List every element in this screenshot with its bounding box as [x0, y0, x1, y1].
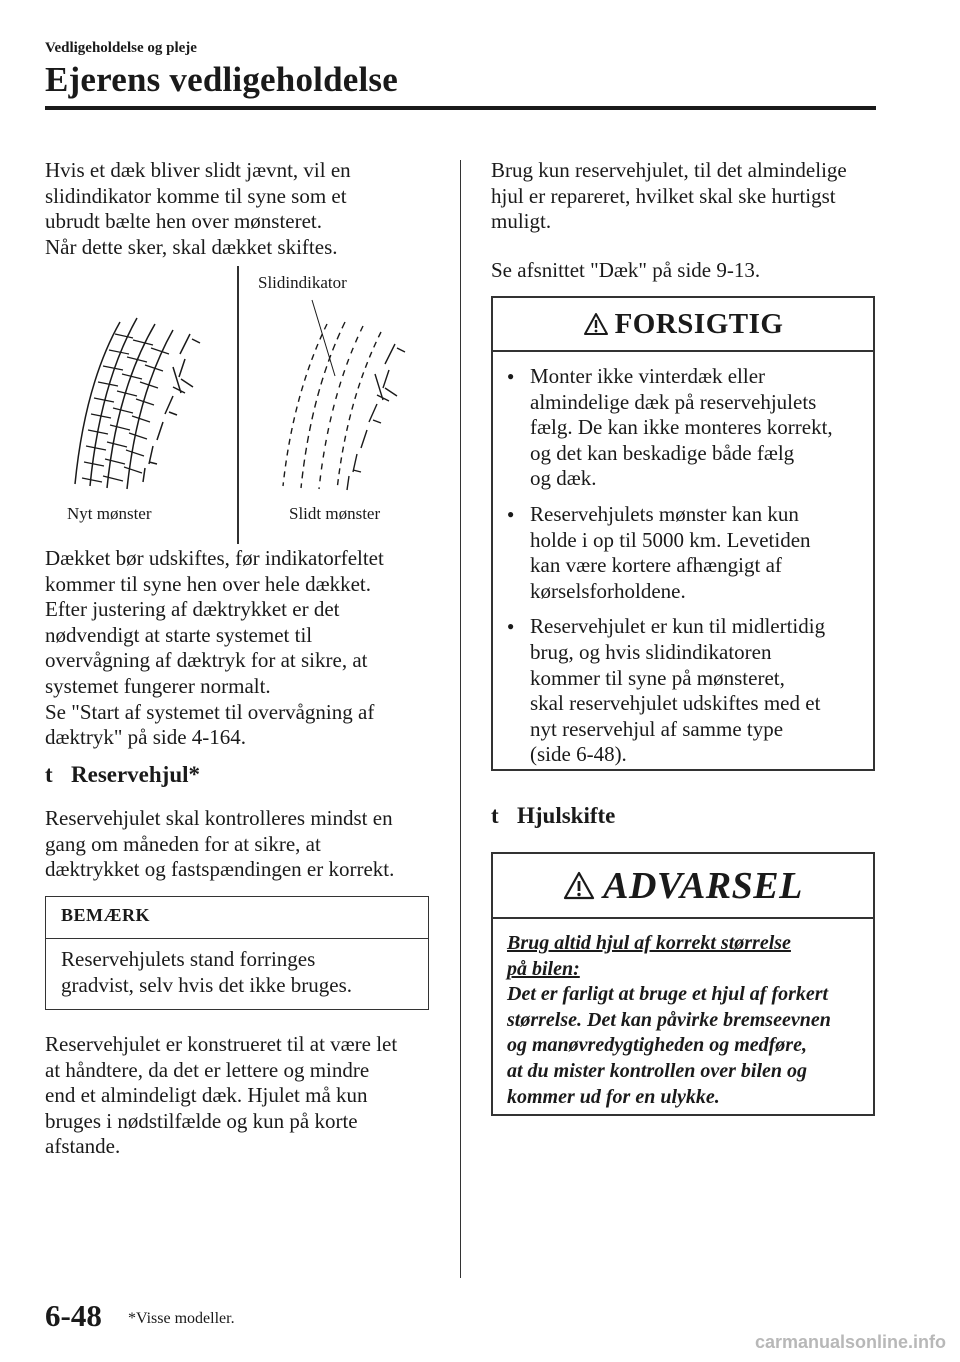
warning-title: ADVARSEL [603, 864, 803, 907]
spare-intro-paragraph: Reservehjulet skal kontrolleres mindst en gang om måneden for at sikre, at dæktrykket og fastspændingen er korrekt. [45, 806, 395, 882]
warning-triangle-icon [583, 312, 609, 336]
spare-wheel-heading: t Reservehjul* [45, 762, 201, 787]
label-slidindikator: Slidindikator [258, 273, 347, 292]
heading-bullet: t [491, 803, 499, 828]
section-label: Vedligeholdelse og pleje [45, 40, 197, 56]
wheel-change-heading: t Hjulskifte [491, 803, 616, 828]
footnote: *Visse modeller. [128, 1310, 235, 1327]
note-box [45, 896, 429, 1010]
heading-bullet: t [45, 762, 53, 787]
tread-illustration [45, 264, 460, 546]
caution-item: ● Reservehjulet er kun til midlertidig brug, og hvis slidindikatoren kommer til syne på mønsteret, skal reservehjulet udskiftes med et nyt reservehjul af samme type (side 6-48). [507, 614, 861, 768]
warning-body: Brug altid hjul af korrekt størrelse på bilen: Det er farligt at bruge et hjul af forkert størrelse. Det kan påvirke bremseevnen og manøvredygtigheden og medføre, at du mister kontrollen over bilen og kommer ud for en ulykke. [507, 932, 831, 1108]
caution-header [493, 298, 873, 352]
tread-intro-paragraph: Hvis et dæk bliver slidt jævnt, vil en slidindikator komme til syne som et ubrudt bælte hen over mønsteret. Når dette sker, skal dækket skiftes. [45, 158, 351, 259]
watermark: carmanualsonline.info [754, 1332, 946, 1352]
chapter-title: Ejerens vedligeholdelse [45, 60, 398, 99]
tread-wear-figure [45, 264, 460, 546]
caution-title: FORSIGTIG [614, 307, 784, 340]
warning-box [491, 852, 875, 1116]
spare-usage-paragraph: Brug kun reservehjulet, til det almindelige hjul er repareret, hvilket skal ske hurtigst muligt. [491, 158, 847, 234]
column-divider [460, 160, 461, 1278]
tread-body-paragraph: Dækket bør udskiftes, før indikatorfeltet kommer til syne hen over hele dækket. Efter justering af dæktrykket er det nødvendigt at starte systemet til overvågning af dæktryk for at sikre, at systemet fungerer normalt. Se "Start af systemet til overvågning af dæktryk" på side 4-164. [45, 546, 384, 750]
note-body: Reservehjulets stand forringes gradvist, selv hvis det ikke bruges. [61, 947, 353, 997]
warning-header [493, 854, 873, 919]
title-rule [45, 106, 876, 110]
caution-list [493, 352, 873, 768]
note-title: BEMÆRK [46, 897, 428, 939]
warning-triangle-icon [563, 871, 595, 901]
caution-item: ● Monter ikke vinterdæk eller almindelige dæk på reservehjulets fælg. De kan ikke monteres korrekt, og det kan beskadige både fælg og dæk. [507, 364, 861, 492]
label-worn-pattern: Slidt mønster [289, 504, 381, 523]
label-new-pattern: Nyt mønster [67, 504, 152, 523]
new-tread-pattern [75, 318, 200, 489]
page-number: 6-48 [45, 1298, 102, 1333]
spare-body-paragraph: Reservehjulet er konstrueret til at være let at håndtere, da det er lettere og mindre end et almindeligt dæk. Hjulet må kun bruges i nødstilfælde og kun på korte afstande. [45, 1032, 398, 1159]
caution-item: ● Reservehjulets mønster kan kun holde i op til 5000 km. Levetiden kan være kortere afhængigt af kørselsforholdene. [507, 502, 861, 604]
see-reference-line: Se afsnittet "Dæk" på side 9-13. [491, 258, 761, 282]
worn-tread-pattern [283, 300, 405, 490]
caution-box [491, 296, 875, 771]
